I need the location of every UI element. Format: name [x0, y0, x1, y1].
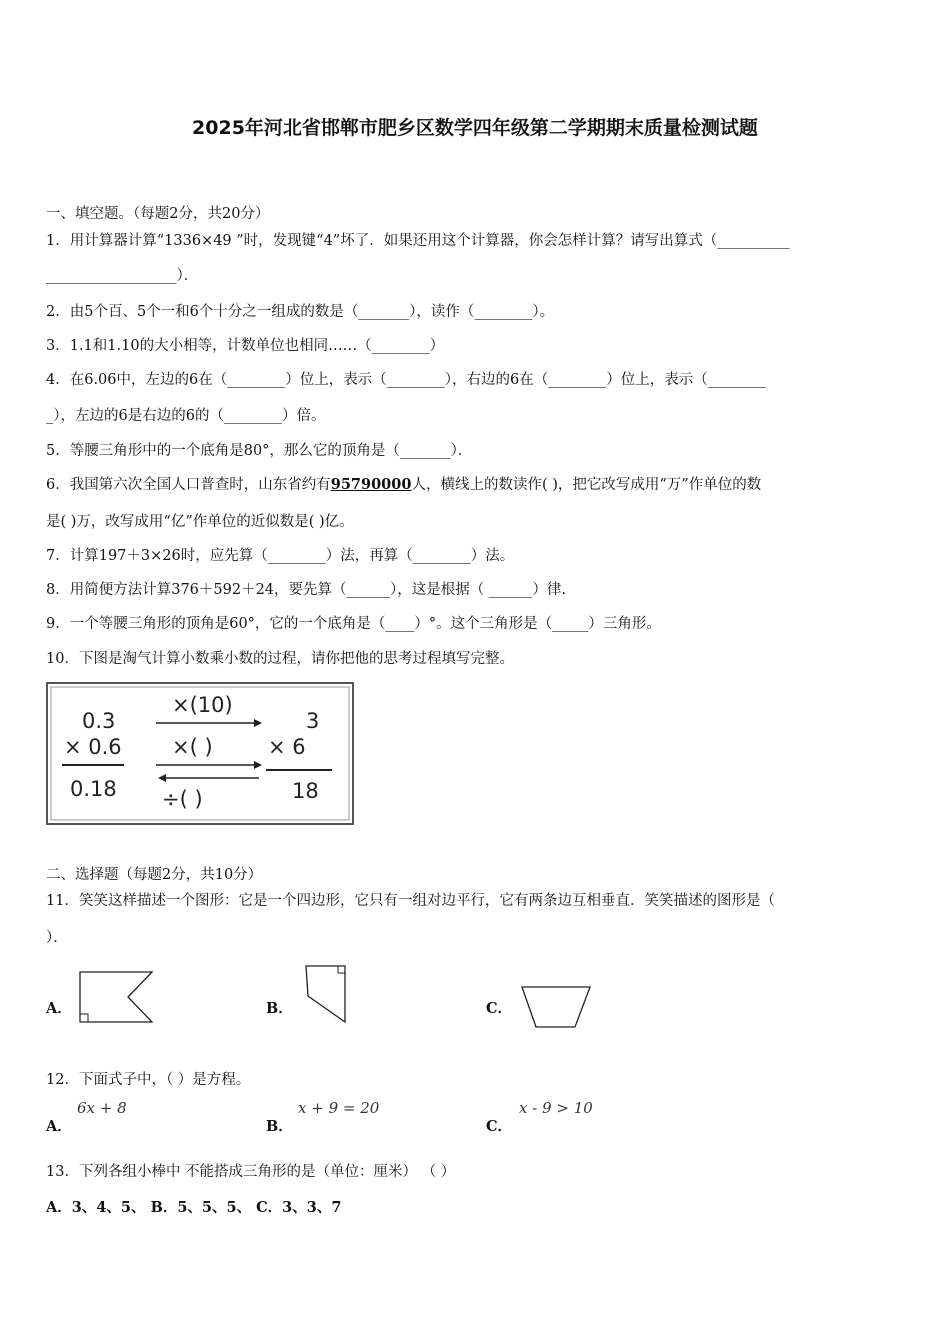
question-12: 12．下面式子中，（ ）是方程。 [46, 1072, 251, 1088]
question-1-line-1: 1．用计算器计算“1336×49 ”时，发现键“4”坏了．如果还用这个计算器，你会怎样计算？请写出算式（__________ [46, 233, 790, 249]
arrow-1-label: ×(10) [172, 693, 233, 717]
question-6-line-2: 是( )万，改写成用“亿”作单位的近似数是( )亿。 [46, 514, 354, 530]
decimal-multiplication-figure [44, 678, 358, 828]
question-4-line-1: 4．在6.06中，左边的6在（________）位上，表示（________），右边的6在（________）位上，表示（________ [46, 372, 766, 388]
question-4-line-2: _），左边的6是右边的6的（________）倍。 [46, 408, 326, 424]
question-10: 10．下图是淘气计算小数乘小数的过程，请你把他的思考过程填写完整。 [46, 651, 514, 667]
q12-option-b-label: B． [266, 1118, 293, 1135]
left-factor-1: 0.3 [82, 709, 116, 733]
q11-option-a-shape [76, 968, 158, 1028]
q11-option-b-shape [300, 962, 352, 1028]
question-8: 8．用简便方法计算376＋592＋24，要先算（______），这是根据（ ______）律. [46, 582, 566, 598]
question-6-text-a: 6．我国第六次全国人口普查时，山东省约有 [46, 477, 331, 493]
question-13: 13．下列各组小棒中 不能搭成三角形的是（单位：厘米） （ ） [46, 1164, 456, 1180]
q12-option-c-expression: x - 9 > 10 [519, 1099, 593, 1117]
question-3: 3．1.1和1.10的大小相等，计数单位也相同……（________） [46, 338, 445, 354]
question-7: 7．计算197＋3×26时，应先算（________）法，再算（________）法。 [46, 548, 515, 564]
question-6-text-b: 人，横线上的数读作( )，把它改写成用“万”作单位的数 [411, 477, 762, 493]
right-factor-1: 3 [306, 709, 320, 733]
question-9: 9．一个等腰三角形的顶角是60°，它的一个底角是（____）°。这个三角形是（_____）三角形。 [46, 616, 661, 632]
left-factor-2: × 0.6 [64, 735, 122, 759]
q12-option-a-expression: 6x + 8 [77, 1099, 127, 1117]
question-2: 2．由5个百、5个一和6个十分之一组成的数是（_______），读作（________）。 [46, 304, 555, 320]
arrow-3-head [158, 774, 166, 782]
question-5: 5．等腰三角形中的一个底角是80°，那么它的顶角是（_______）． [46, 443, 473, 459]
q11-option-c-label: C． [486, 1000, 513, 1017]
q12-option-b-expression: x + 9 = 20 [298, 1099, 380, 1117]
question-11-line-1: 11．笑笑这样描述一个图形：它是一个四边形，它只有一组对边平行，它有两条边互相垂直．笑笑描述的图形是（ [46, 893, 775, 909]
question-6-line-1 [46, 473, 761, 494]
arrow-3-label: ÷( ) [162, 787, 203, 811]
q11-option-c-shape [518, 983, 594, 1031]
q11-option-a-label: A． [46, 1000, 72, 1017]
section-1-heading: 一、填空题。（每题2分，共20分） [46, 206, 270, 222]
arrow-2-head [254, 761, 262, 769]
section-2-heading: 二、选择题（每题2分，共10分） [46, 867, 263, 883]
question-6-number: 95790000 [330, 476, 412, 493]
q11-option-b-label: B． [266, 1000, 293, 1017]
question-11-line-2: ）． [46, 930, 68, 946]
question-1-line-2: __________________）． [46, 268, 199, 284]
right-factor-2: × 6 [268, 735, 306, 759]
arrow-2-label: ×( ) [172, 735, 213, 759]
q12-option-a-label: A． [46, 1118, 72, 1135]
arrow-1-head [254, 719, 262, 727]
right-result: 18 [292, 779, 319, 803]
question-13-options: A．3、4、5、 B．5、5、5、 C．3、3、7 [46, 1199, 342, 1216]
q12-option-c-label: C． [486, 1118, 513, 1135]
left-result: 0.18 [70, 777, 117, 801]
page-title: 2025年河北省邯郸市肥乡区数学四年级第二学期期末质量检测试题 [192, 117, 758, 139]
